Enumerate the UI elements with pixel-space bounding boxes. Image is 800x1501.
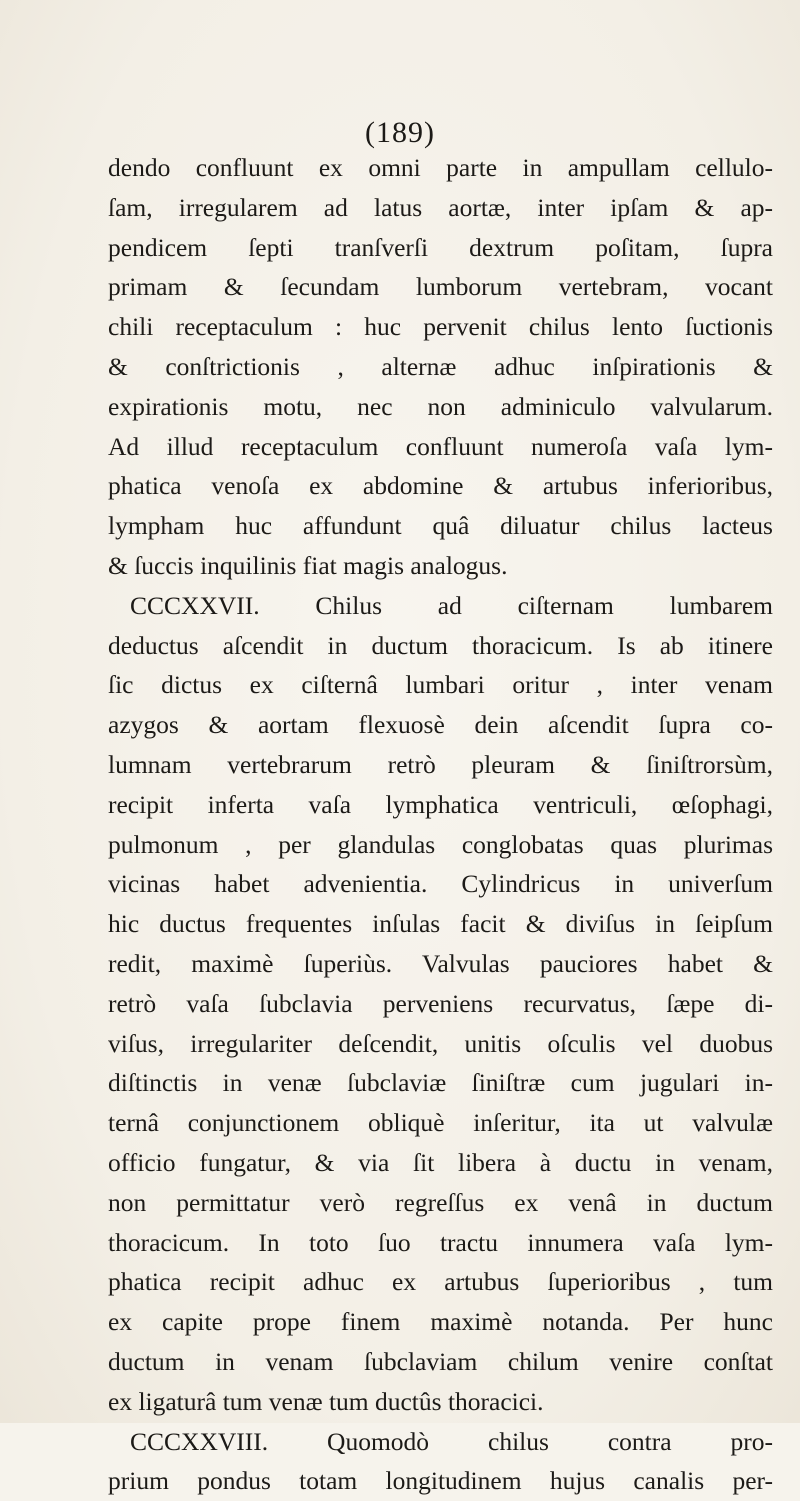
text-line: thoracicum. In toto ſuo tractu innumera vaſa lym-: [108, 1227, 773, 1257]
text-line: officio fungatur, & via ſit libera à ductu in venam,: [108, 1147, 773, 1177]
text-line: ternâ conjunctionem obliquè inſeritur, ita ut valvulæ: [108, 1108, 773, 1138]
section-heading-line: CCCXXVIII. Quomodò chilus contra pro-: [130, 1426, 773, 1456]
text-line: phatica venoſa ex abdomine & artubus inferioribus,: [108, 471, 773, 501]
page-number: (189): [365, 116, 435, 149]
text-line: pendicem ſepti tranſverſi dextrum poſitam, ſupra: [108, 232, 773, 262]
text-line: pulmonum , per glandulas conglobatas quas plurimas: [108, 829, 773, 859]
text-line: Ad illud receptaculum confluunt numeroſa vaſa lym-: [108, 431, 773, 461]
section-heading-line: CCCXXVII. Chilus ad ciſternam lumbarem: [130, 590, 773, 620]
text-line: vicinas habet advenientia. Cylindricus in univerſum: [108, 869, 773, 899]
text-line: & conſtrictionis , alternæ adhuc inſpirationis &: [108, 351, 773, 381]
text-line: recipit inferta vaſa lymphatica ventriculi, œſophagi,: [108, 789, 773, 819]
text-line: deductus aſcendit in ductum thoracicum. Is ab itinere: [108, 630, 773, 660]
text-line: expirationis motu, nec non adminiculo valvularum.: [108, 391, 773, 421]
text-line: dendo confluunt ex omni parte in ampullam cellulo-: [108, 153, 773, 182]
text-line: & ſuccis inquilinis fiat magis analogus.: [108, 550, 508, 580]
text-line: viſus, irregulariter deſcendit, unitis oſculis vel duobus: [108, 1028, 773, 1058]
text-line: ſam, irregularem ad latus aortæ, inter ipſam & ap-: [108, 192, 773, 222]
text-line: primam & ſecundam lumborum vertebram, vocant: [108, 272, 773, 302]
text-line: redit, maximè ſuperiùs. Valvulas pauciores habet &: [108, 948, 773, 978]
text-line: diſtinctis in venæ ſubclaviæ ſiniſtræ cum jugulari in-: [108, 1068, 773, 1098]
text-line: retrò vaſa ſubclavia perveniens recurvatus, ſæpe di-: [108, 988, 773, 1018]
text-line: lumnam vertebrarum retrò pleuram & ſiniſtrorsùm,: [108, 749, 773, 779]
text-line: ex capite prope finem maximè notanda. Per hunc: [108, 1307, 773, 1337]
text-line: azygos & aortam flexuosè dein aſcendit ſupra co-: [108, 710, 773, 740]
text-line: ex ligaturâ tum venæ tum ductûs thoracici.: [108, 1386, 544, 1416]
text-line: ſic dictus ex ciſternâ lumbari oritur , inter venam: [108, 670, 773, 700]
text-line: hic ductus frequentes inſulas facit & diviſus in ſeipſum: [108, 909, 773, 939]
text-line: phatica recipit adhuc ex artubus ſuperioribus , tum: [108, 1267, 773, 1297]
text-line: chili receptaculum : huc pervenit chilus lento ſuctionis: [108, 312, 773, 342]
text-line: non permittatur verò regreſſus ex venâ in ductum: [108, 1187, 773, 1217]
text-line: ductum in venam ſubclaviam chilum venire conſtat: [108, 1346, 773, 1376]
body-text: [108, 148, 773, 1501]
text-line: prium pondus totam longitudinem hujus canalis per-: [108, 1466, 773, 1496]
text-line: lympham huc affundunt quâ diluatur chilus lacteus: [108, 511, 773, 541]
